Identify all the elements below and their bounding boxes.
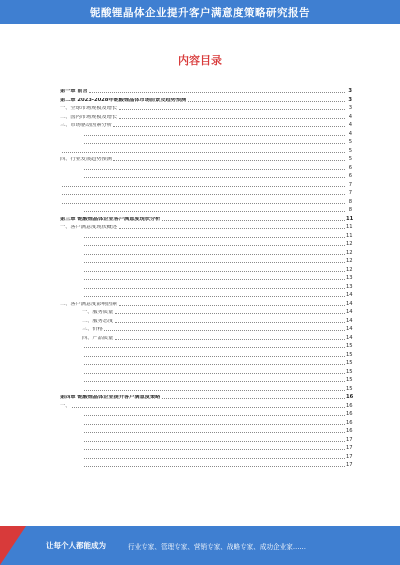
toc-page-number: 17 xyxy=(346,436,353,443)
toc-entry-label: 二、客户满意度影响因素 xyxy=(60,301,118,307)
toc-leader-dots xyxy=(84,347,345,348)
toc-entry-label: 一、 xyxy=(60,403,71,409)
toc-page-number: 13 xyxy=(346,275,353,282)
footer-red-accent xyxy=(0,526,26,565)
report-title: 铌酸锂晶体企业提升客户满意度策略研究报告 xyxy=(90,6,310,19)
report-header-bar xyxy=(0,0,400,24)
footer-slogan-left: 让每个人都能成为 xyxy=(46,541,106,550)
footer-slogan-right: 行业专家、管理专家、营销专家、战略专家、成功企业家…… xyxy=(128,542,307,551)
toc-leader-dots xyxy=(104,330,344,331)
toc-row[interactable] xyxy=(60,282,352,291)
toc-leader-dots xyxy=(84,169,345,170)
toc-leader-dots xyxy=(84,432,345,433)
toc-page-number: 15 xyxy=(346,377,353,384)
toc-entry-label: 第二章 2023-2028年铌酸锂晶体市场前景及趋势预测 xyxy=(60,97,187,103)
toc-leader-dots xyxy=(84,143,345,144)
toc-chapter-row[interactable] xyxy=(60,95,352,104)
toc-row[interactable] xyxy=(60,375,352,384)
toc-page-number: 12 xyxy=(346,258,353,265)
toc-entry-label: 一、服务质量 xyxy=(82,310,114,316)
toc-leader-dots xyxy=(84,381,345,382)
toc-page-number: 5 xyxy=(348,156,352,163)
toc-row[interactable] xyxy=(60,299,352,308)
toc-row[interactable] xyxy=(60,443,352,452)
toc-page-number: 13 xyxy=(346,283,353,290)
toc-leader-dots xyxy=(62,152,345,153)
toc-chapter-row[interactable] xyxy=(60,86,352,95)
toc-page-number: 15 xyxy=(346,360,353,367)
toc-leader-dots xyxy=(84,449,345,450)
toc-page-number: 12 xyxy=(346,241,353,248)
toc-row[interactable] xyxy=(60,239,352,248)
toc-leader-dots xyxy=(119,305,345,306)
toc-entry-label: 二、服务态度 xyxy=(82,318,114,324)
toc-entry-label: 二、国内市场规模及增长 xyxy=(60,114,118,120)
toc-leader-dots xyxy=(113,160,344,161)
toc-row[interactable] xyxy=(60,290,352,299)
toc-page-number: 17 xyxy=(346,445,353,452)
toc-row[interactable] xyxy=(60,163,352,172)
toc-entry-label: 四、行业发展趋势预测 xyxy=(60,157,112,163)
toc-row[interactable] xyxy=(60,307,352,316)
toc-row[interactable] xyxy=(60,112,352,121)
toc-page-number: 14 xyxy=(346,334,353,341)
toc-page-number: 15 xyxy=(346,351,353,358)
toc-leader-dots xyxy=(84,279,345,280)
toc-entry-label: 一、客户满意度现状概述 xyxy=(60,225,118,231)
toc-page-number: 3 xyxy=(348,88,352,95)
toc-row[interactable] xyxy=(60,188,352,197)
toc-page-number: 16 xyxy=(346,411,353,418)
toc-row[interactable] xyxy=(60,435,352,444)
toc-chapter-row[interactable] xyxy=(60,392,352,401)
toc-page-number: 8 xyxy=(348,207,352,214)
toc-row[interactable] xyxy=(60,324,352,333)
toc-heading: 内容目录 xyxy=(178,54,222,67)
toc-row[interactable] xyxy=(60,256,352,265)
toc-entry-label: 三、价格 xyxy=(82,327,103,333)
toc-page-number: 16 xyxy=(346,394,354,401)
toc-leader-dots xyxy=(84,254,345,255)
toc-entry-label: 三、市场驱动因素分析 xyxy=(60,123,112,129)
toc-page-number: 15 xyxy=(346,368,353,375)
toc-page-number: 14 xyxy=(346,326,353,333)
toc-leader-dots xyxy=(84,135,345,136)
toc-leader-dots xyxy=(113,126,344,127)
toc-leader-dots xyxy=(84,177,345,178)
toc-row[interactable] xyxy=(60,426,352,435)
toc-page-number: 11 xyxy=(346,232,353,239)
toc-row[interactable] xyxy=(60,146,352,155)
toc-row[interactable] xyxy=(60,418,352,427)
toc-page-number: 5 xyxy=(348,139,352,146)
toc-page-number: 14 xyxy=(346,292,353,299)
toc-leader-dots xyxy=(84,245,345,246)
toc-leader-dots xyxy=(62,194,345,195)
toc-page-number: 12 xyxy=(346,249,353,256)
toc-page-number: 11 xyxy=(346,224,353,231)
toc-leader-dots xyxy=(84,211,345,212)
toc-leader-dots xyxy=(119,118,345,119)
toc-row[interactable] xyxy=(60,129,352,138)
toc-row[interactable] xyxy=(60,265,352,274)
toc-leader-dots xyxy=(84,373,345,374)
toc-leader-dots xyxy=(89,92,344,93)
toc-row[interactable] xyxy=(60,460,352,469)
toc-page-number: 4 xyxy=(348,130,352,137)
toc-row[interactable] xyxy=(60,231,352,240)
toc-page-number: 4 xyxy=(348,122,352,129)
toc-leader-dots xyxy=(84,356,345,357)
toc-leader-dots xyxy=(162,398,345,399)
toc-leader-dots xyxy=(84,424,345,425)
toc-page-number: 15 xyxy=(346,343,353,350)
toc-page-number: 6 xyxy=(348,173,352,180)
toc-row[interactable] xyxy=(60,316,352,325)
toc-leader-dots xyxy=(119,109,345,110)
toc-row[interactable] xyxy=(60,367,352,376)
toc-leader-dots xyxy=(84,262,345,263)
toc-entry-label: 第四章 铌酸锂晶体企业提升客户满意度策略 xyxy=(60,395,161,401)
toc-row[interactable] xyxy=(60,333,352,342)
toc-page-number: 14 xyxy=(346,309,353,316)
toc-row[interactable] xyxy=(60,197,352,206)
toc-page-number: 12 xyxy=(346,266,353,273)
toc-row[interactable] xyxy=(60,222,352,231)
toc-leader-dots xyxy=(115,322,345,323)
toc-row[interactable] xyxy=(60,358,352,367)
toc-leader-dots xyxy=(72,407,345,408)
toc-page-number: 17 xyxy=(346,453,353,460)
toc-row[interactable] xyxy=(60,273,352,282)
toc-leader-dots xyxy=(162,220,345,221)
toc-page-number: 3 xyxy=(348,105,352,112)
toc-leader-dots xyxy=(84,390,345,391)
toc-row[interactable] xyxy=(60,350,352,359)
toc-leader-dots xyxy=(62,203,345,204)
toc-row[interactable] xyxy=(60,180,352,189)
toc-page-number: 17 xyxy=(346,462,353,469)
toc-leader-dots xyxy=(115,339,345,340)
toc-leader-dots xyxy=(188,101,345,102)
toc-entry-label: 第一章 前言 xyxy=(60,89,88,95)
toc-leader-dots xyxy=(84,271,345,272)
toc-entry-label: 四、产品质量 xyxy=(82,335,114,341)
toc-row[interactable] xyxy=(60,120,352,129)
toc-page-number: 11 xyxy=(346,215,354,222)
toc-row[interactable] xyxy=(60,103,352,112)
toc-page-number: 3 xyxy=(348,96,352,103)
toc-leader-dots xyxy=(84,441,345,442)
toc-page-number: 8 xyxy=(348,198,352,205)
toc-page-number: 15 xyxy=(346,385,353,392)
toc-chapter-row[interactable] xyxy=(60,214,352,223)
toc-page-number: 4 xyxy=(348,113,352,120)
toc-leader-dots xyxy=(62,186,345,187)
toc-row[interactable] xyxy=(60,154,352,163)
toc-page-number: 16 xyxy=(346,428,353,435)
toc-row[interactable] xyxy=(60,452,352,461)
toc-leader-dots xyxy=(119,228,345,229)
toc-page-number: 7 xyxy=(348,181,352,188)
toc-leader-dots xyxy=(84,288,345,289)
toc-row[interactable] xyxy=(60,409,352,418)
footer-bar xyxy=(0,526,400,565)
toc-leader-dots xyxy=(84,237,345,238)
toc-page-number: 16 xyxy=(346,419,353,426)
toc-page-number: 7 xyxy=(348,190,352,197)
toc-row[interactable] xyxy=(60,384,352,393)
toc-page-number: 14 xyxy=(346,300,353,307)
toc-page-number: 5 xyxy=(348,147,352,154)
toc-leader-dots xyxy=(115,313,345,314)
toc-leader-dots xyxy=(84,466,345,467)
toc-row[interactable] xyxy=(60,248,352,257)
toc-leader-dots xyxy=(84,415,345,416)
toc-row[interactable] xyxy=(60,205,352,214)
toc-leader-dots xyxy=(84,364,345,365)
table-of-contents xyxy=(60,86,352,469)
toc-leader-dots xyxy=(84,296,345,297)
toc-page-number: 6 xyxy=(348,164,352,171)
toc-entry-label: 一、全球市场规模及增长 xyxy=(60,106,118,112)
toc-row[interactable] xyxy=(60,171,352,180)
toc-page-number: 14 xyxy=(346,317,353,324)
toc-row[interactable] xyxy=(60,137,352,146)
toc-leader-dots xyxy=(84,458,345,459)
toc-row[interactable] xyxy=(60,401,352,410)
toc-entry-label: 第三章 铌酸锂晶体企业客户满意度现状分析 xyxy=(60,216,161,222)
toc-page-number: 16 xyxy=(346,402,353,409)
toc-row[interactable] xyxy=(60,341,352,350)
